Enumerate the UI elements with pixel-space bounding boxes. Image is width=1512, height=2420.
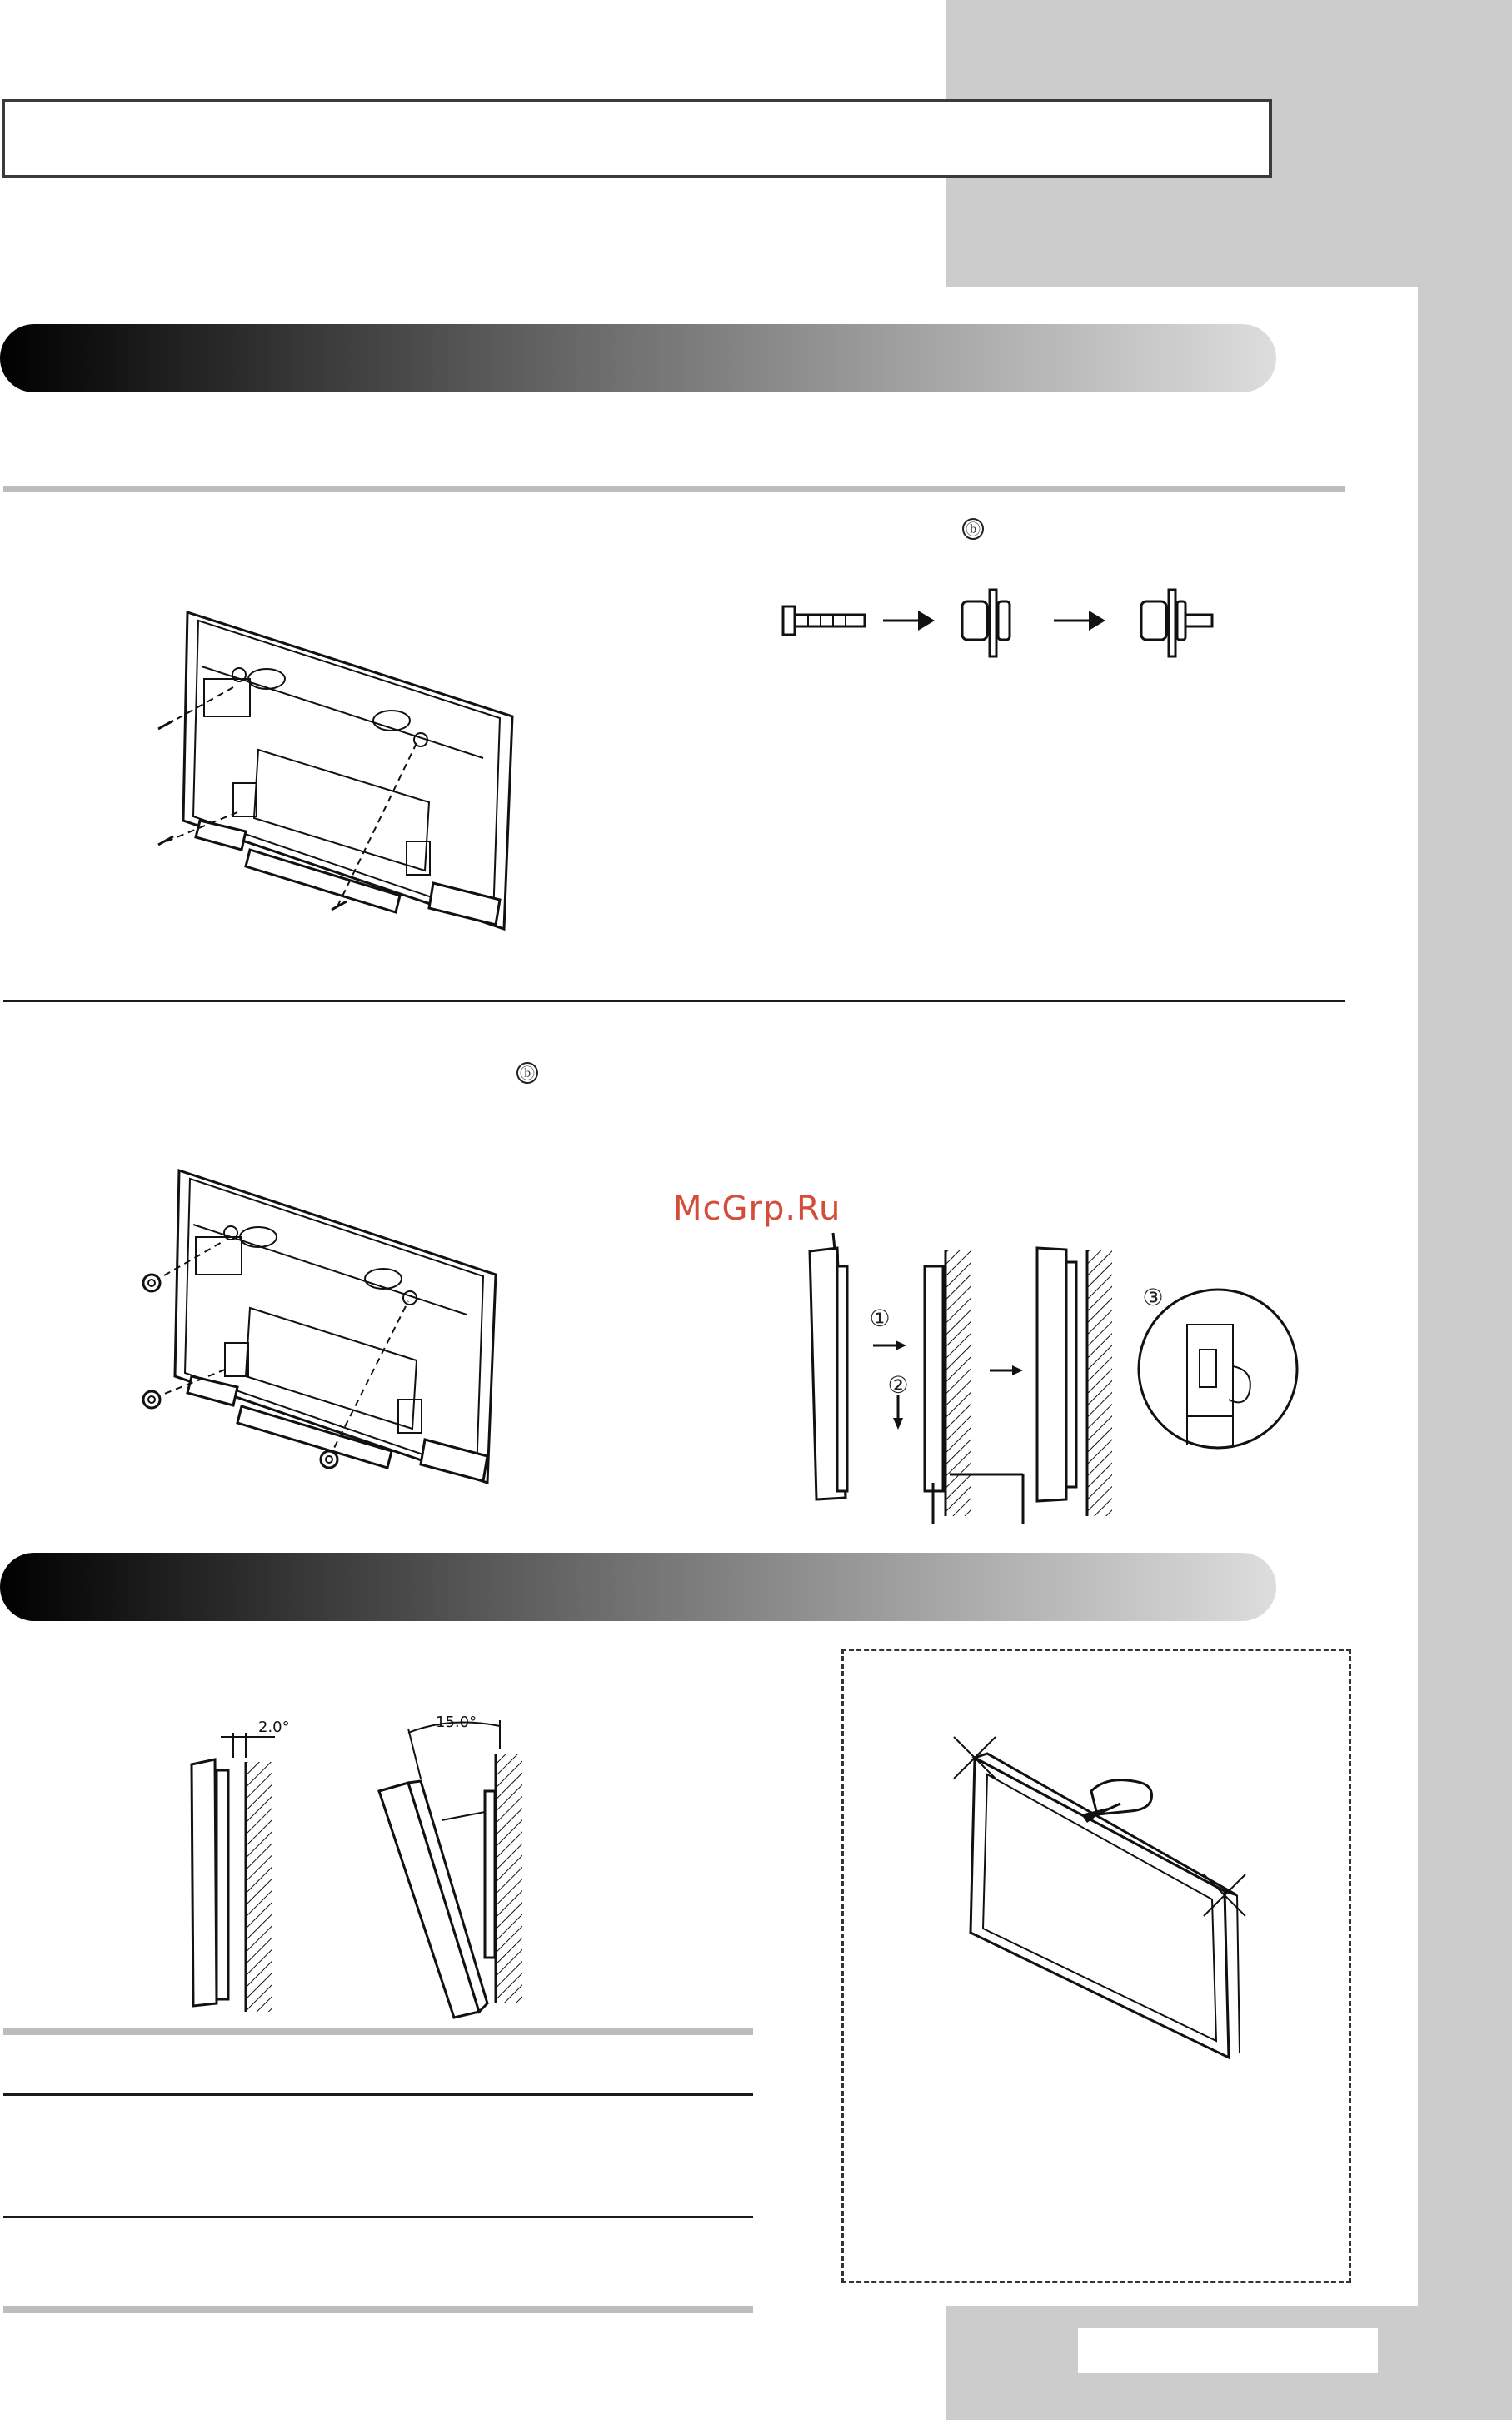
tilt-forward-figure [375, 1708, 541, 2016]
notes-divider-3 [3, 2216, 753, 2218]
page-number-box [1078, 2328, 1378, 2373]
section-divider-middle [3, 1000, 1345, 1002]
angle-label-vertical: 2.0° [258, 1719, 290, 1736]
section-header-bar-1 [0, 324, 1276, 392]
section-divider-top [3, 486, 1345, 492]
tilt-vertical-figure [183, 1708, 292, 2016]
step-2-marker: ② [887, 1371, 909, 1399]
tv-front-handling-figure [941, 1724, 1266, 2074]
wall-mount-steps-figure [800, 1233, 1316, 1524]
marker-b-top: ⓑ [962, 518, 984, 540]
arrow-right-icon [873, 1340, 906, 1350]
screw-icon [783, 606, 865, 635]
arrow-right-icon [1054, 611, 1105, 631]
step-3-marker: ③ [1142, 1284, 1164, 1311]
arrow-right-icon [883, 611, 935, 631]
notes-divider-1 [3, 2028, 753, 2035]
page-title-box [2, 99, 1272, 178]
screw-assembly-sequence [775, 583, 1225, 683]
notes-divider-4 [3, 2306, 753, 2313]
angle-label-forward: 15.0° [436, 1714, 477, 1731]
arrow-right-icon [990, 1365, 1023, 1375]
step-1-marker: ① [869, 1305, 891, 1332]
assembled-screw-icon [1141, 590, 1212, 656]
hand-icon [1081, 1780, 1152, 1823]
tv-back-figure-2 [133, 1158, 550, 1491]
tv-back-figure-1 [150, 600, 550, 933]
right-gray-strip [1418, 0, 1512, 2420]
notes-divider-2 [3, 2093, 753, 2096]
section-header-bar-2 [0, 1553, 1276, 1621]
watermark: McGrp.Ru [673, 1190, 841, 1228]
marker-b-bottom: ⓑ [516, 1062, 538, 1084]
washer-spacer-icon [962, 590, 1010, 656]
